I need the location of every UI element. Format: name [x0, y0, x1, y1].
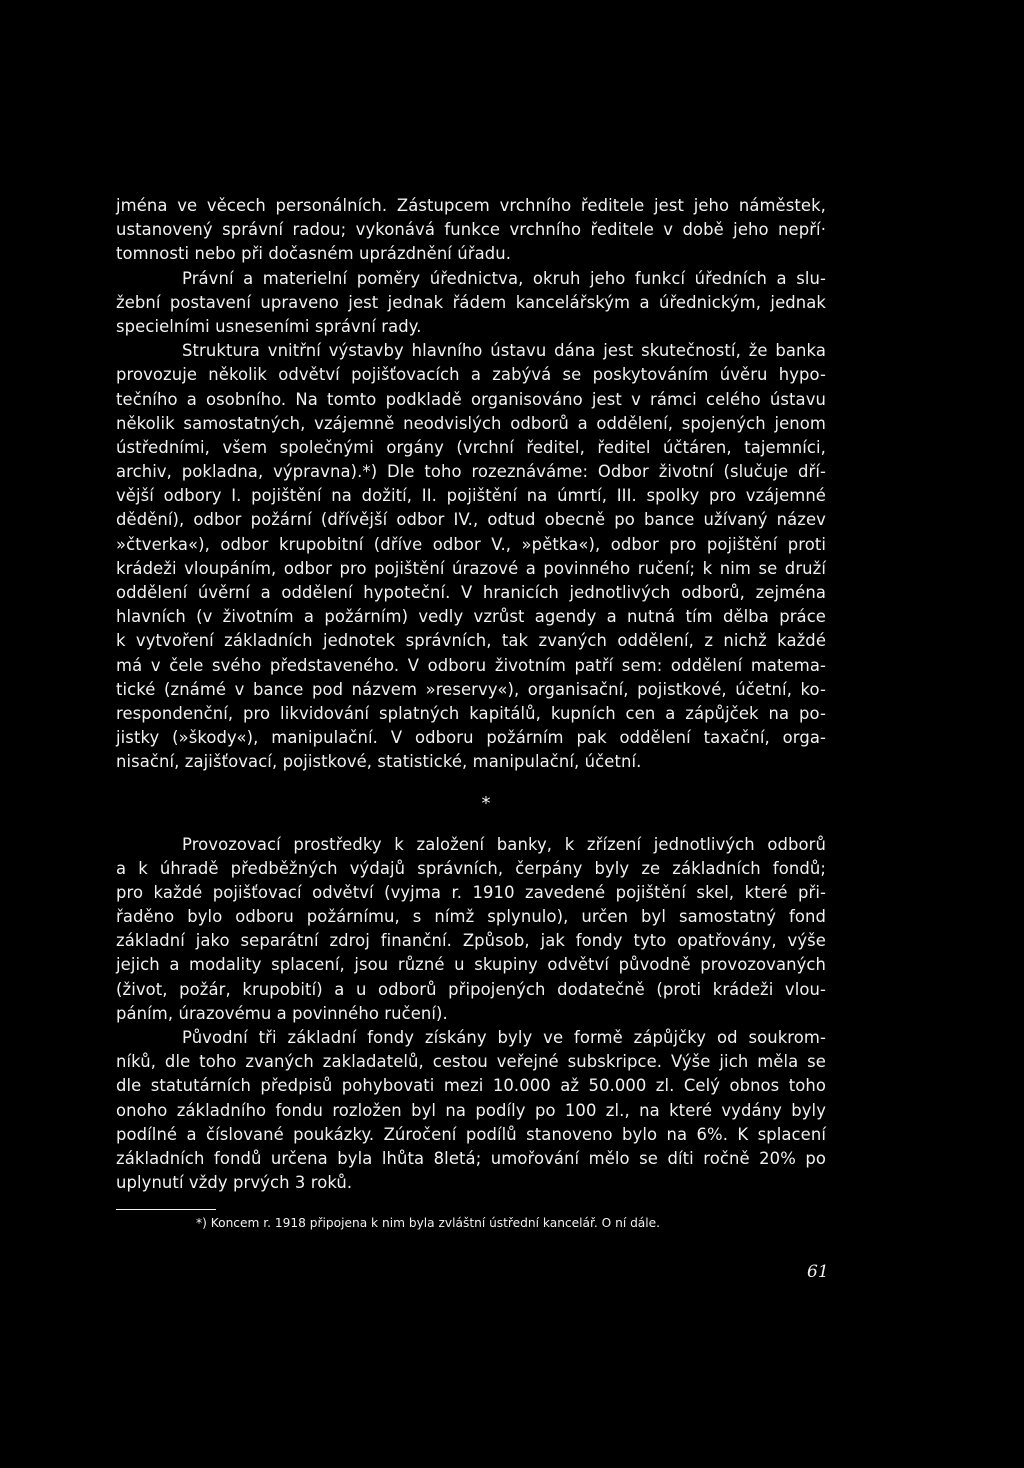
text-line: Původní tři základní fondy získány byly ve formě zápůjčky od soukrom- — [182, 1028, 826, 1047]
text-line: provozuje několik odvětví pojišťovacích a zabývá se poskytováním úvěru hypo- — [116, 365, 826, 385]
text-line: jejich a modality splacení, jsou různé u skupiny odvětví původně provozovaných — [116, 955, 826, 975]
text-line: »čtverka«), odbor krupobitní (dříve odbor V., »pětka«), odbor pro pojištění proti — [116, 534, 826, 554]
text-line: dědění), odbor požární (dřívější odbor IV., odtud obecně po bance užívaný název — [116, 510, 826, 530]
text-line: jména ve věcech personálních. Zástupcem vrchního ředitele jest jeho náměstek, — [116, 196, 826, 215]
text-line: základních fondů určena byla lhůta 8letá; umořování mělo se díti ročně 20% po — [116, 1148, 826, 1168]
text-line: má v čele svého představeného. V odboru životním patří sem: oddělení matema- — [116, 655, 826, 675]
text-line: dle statutárních předpisů pohybovati mezi 10.000 až 50.000 zl. Celý obnos toho — [116, 1076, 826, 1096]
text-line: (život, požár, krupobití) a u odborů připojených dodatečně (proti krádeži vlou- — [116, 979, 826, 999]
text-line: níků, dle toho zvaných zakladatelů, cestou veřejné subskripce. Výše jich měla se — [116, 1052, 826, 1072]
paragraph-block-funds — [116, 833, 826, 1196]
paragraph-block-organisation — [116, 194, 826, 775]
text-line: archiv, pokladna, výpravna).*) Dle toho rozeznáváme: Odbor životní (slučuje dří- — [116, 462, 826, 482]
footnote-divider — [116, 1209, 216, 1210]
text-line: specielními usneseními správní rady. — [116, 316, 422, 336]
text-line: a k úhradě předběžných výdajů správních, čerpány byly ze základních fondů; — [116, 858, 826, 878]
text-line: nisační, zajišťovací, pojistkové, statistické, manipulační, účetní. — [116, 752, 642, 772]
section-separator-asterisk: * — [481, 792, 491, 814]
text-line: řaděno bylo odboru požárnímu, s nímž splynulo), určen byl samostatný fond — [116, 907, 826, 927]
text-line: Provozovací prostředky k založení banky, k zřízení jednotlivých odborů — [182, 834, 826, 854]
text-line: oddělení úvěrní a oddělení hypoteční. V hranicích jednotlivých odborů, zejména — [116, 583, 826, 602]
body-text — [116, 194, 826, 1195]
text-line: tomnosti nebo při dočasném uprázdnění úřadu. — [116, 244, 512, 264]
text-line: tečního a osobního. Na tomto podkladě organisováno jest v rámci celého ústavu — [116, 389, 826, 409]
text-line: podílné a číslované poukázky. Zúročení podílů stanoveno bylo na 6%. K splacení — [116, 1124, 826, 1144]
text-line: Struktura vnitřní výstavby hlavního ústavu dána jest skutečností, že banka — [182, 341, 826, 361]
text-line: krádeži vloupáním, odbor pro pojištění úrazové a povinného ručení; k nim se druží — [116, 558, 826, 578]
text-line: několik samostatných, vzájemně neodvislých odborů a oddělení, spojených jenom — [116, 413, 826, 433]
text-line: základní jako separátní zdroj finanční. Způsob, jak fondy tyto opatřovány, výše — [116, 931, 826, 951]
text-line: vější odbory I. pojištění na dožití, II. pojištění na úmrtí, III. spolky pro vzájemné — [116, 486, 826, 506]
text-line: hlavních (v životním a požárním) vedly vzrůst agendy a nutná tím dělba práce — [116, 607, 826, 627]
text-line: jistky (»škody«), manipulační. V odboru požárním pak oddělení taxační, orga- — [116, 728, 826, 748]
text-line: pro každé pojišťovací odvětví (vyjma r. 1910 zavedené pojištění skel, které při- — [116, 882, 826, 902]
text-line: k vytvoření základních jednotek správních, tak zvaných oddělení, z nichž každé — [116, 631, 826, 651]
page-number: 61 — [807, 1262, 829, 1282]
text-line: uplynutí vždy prvých 3 roků. — [116, 1173, 353, 1193]
text-line: respondenční, pro likvidování splatných kapitálů, kupních cen a zápůjček na po- — [116, 703, 826, 723]
text-line: tické (známé v bance pod názvem »reservy«), organisační, pojistkové, účetní, ko- — [116, 679, 826, 699]
text-line: onoho základního fondu rozložen byl na podíly po 100 zl., na které vydány byly — [116, 1100, 826, 1120]
text-line: Právní a materielní poměry úřednictva, okruh jeho funkcí úředních a slu- — [182, 268, 826, 288]
footnote: *) Koncem r. 1918 připojena k nim byla zvláštní ústřední kancelář. O ní dále. — [196, 1216, 661, 1230]
text-line: páním, úrazovému a povinného ručení). — [116, 1003, 448, 1023]
text-line: žební postavení upraveno jest jednak řádem kancelářským a úřednickým, jednak — [116, 292, 826, 312]
text-line: ústředními, všem společnými orgány (vrchní ředitel, ředitel účtáren, tajemníci, — [116, 437, 826, 457]
text-line: ustanovený správní radou; vykonává funkce vrchního ředitele v době jeho nepří· — [116, 220, 826, 240]
